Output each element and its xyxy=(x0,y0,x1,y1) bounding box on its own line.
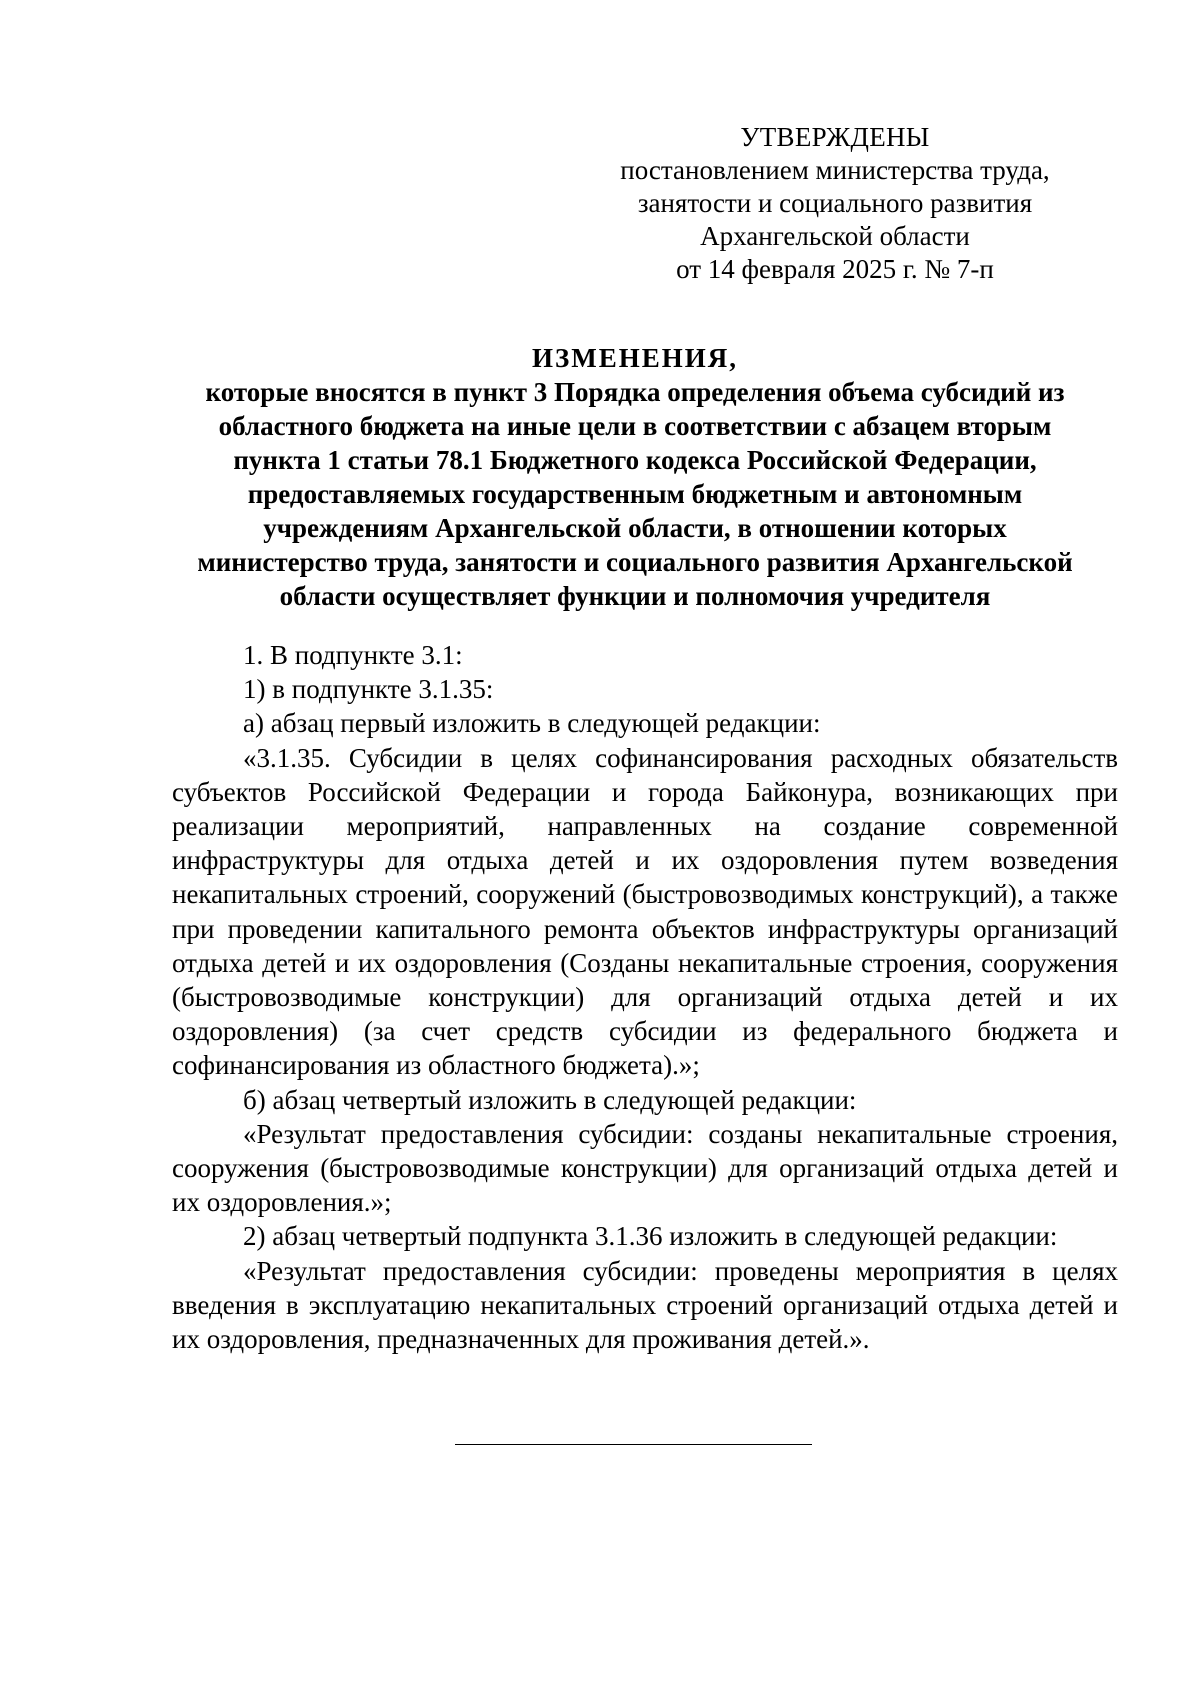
closing-separator-line xyxy=(455,1444,812,1445)
approval-stamp xyxy=(600,121,1070,286)
document-subtitle-line: министерство труда, занятости и социального развития Архангельской xyxy=(197,547,1073,577)
document-title-block xyxy=(160,341,1110,613)
document-subtitle-line: пункта 1 статьи 78.1 Бюджетного кодекса Российской Федерации, xyxy=(233,445,1037,475)
document-subtitle-line: которые вносятся в пункт 3 Порядка определения объема субсидий из xyxy=(205,377,1065,407)
document-subtitle-line: областного бюджета на иные цели в соответствии с абзацем вторым xyxy=(218,411,1052,441)
document-body xyxy=(172,638,1118,1356)
paragraph-quote-result-2: «Результат предоставления субсидии: проведены мероприятия в целях введения в эксплуатацию некапитальных строений организаций отдыха детей и их оздоровления, предназначенных для проживания детей.». xyxy=(172,1255,1118,1355)
document-subtitle-line: предоставляемых государственным бюджетным и автономным xyxy=(247,479,1023,509)
paragraph-quote-3-1-35: «3.1.35. Субсидии в целях софинансирования расходных обязательств субъектов Российской Федерации и города Байконура, возникающих при реализации мероприятий, направленных на создание современной инфраструктуры для отдыха детей и их оздоровления путем возведения некапитальных строений, сооружений (быстровозводимых конструкций), а также при проведении капитального ремонта объектов инфраструктуры организаций отдыха детей и их оздоровления (Созданы некапитальные строения, сооружения (быстровозводимые конструкции) для организаций отдыха детей и их оздоровления) (за счет средств субсидии из федерального бюджета и софинансирования из областного бюджета).»; xyxy=(172,742,1118,1081)
paragraph-subitem-a: а) абзац первый изложить в следующей редакции: xyxy=(243,708,821,739)
paragraph-quote-result-1: «Результат предоставления субсидии: созданы некапитальные строения, сооружения (быстровозводимые конструкции) для организаций отдыха детей и их оздоровления.»; xyxy=(172,1118,1118,1218)
approval-line-date: от 14 февраля 2025 г. № 7-п xyxy=(676,254,994,284)
document-subtitle-line: области осуществляет функции и полномочия учредителя xyxy=(279,581,991,611)
approval-heading: УТВЕРЖДЕНЫ xyxy=(740,122,930,152)
approval-line-ministry: занятости и социального развития xyxy=(637,188,1033,218)
paragraph-subitem-b: б) абзац четвертый изложить в следующей редакции: xyxy=(243,1084,857,1115)
approval-line-decree: постановлением министерства труда, xyxy=(620,155,1050,185)
approval-line-region: Архангельской области xyxy=(700,221,970,251)
paragraph-subitem-1: 1) в подпункте 3.1.35: xyxy=(243,674,494,705)
document-title: ИЗМЕНЕНИЯ, xyxy=(531,343,738,373)
document-subtitle-line: учреждениям Архангельской области, в отношении которых xyxy=(263,513,1007,543)
paragraph-subitem-2: 2) абзац четвертый подпункта 3.1.36 изложить в следующей редакции: xyxy=(243,1221,1058,1252)
paragraph-item-1: 1. В подпункте 3.1: xyxy=(243,640,463,670)
